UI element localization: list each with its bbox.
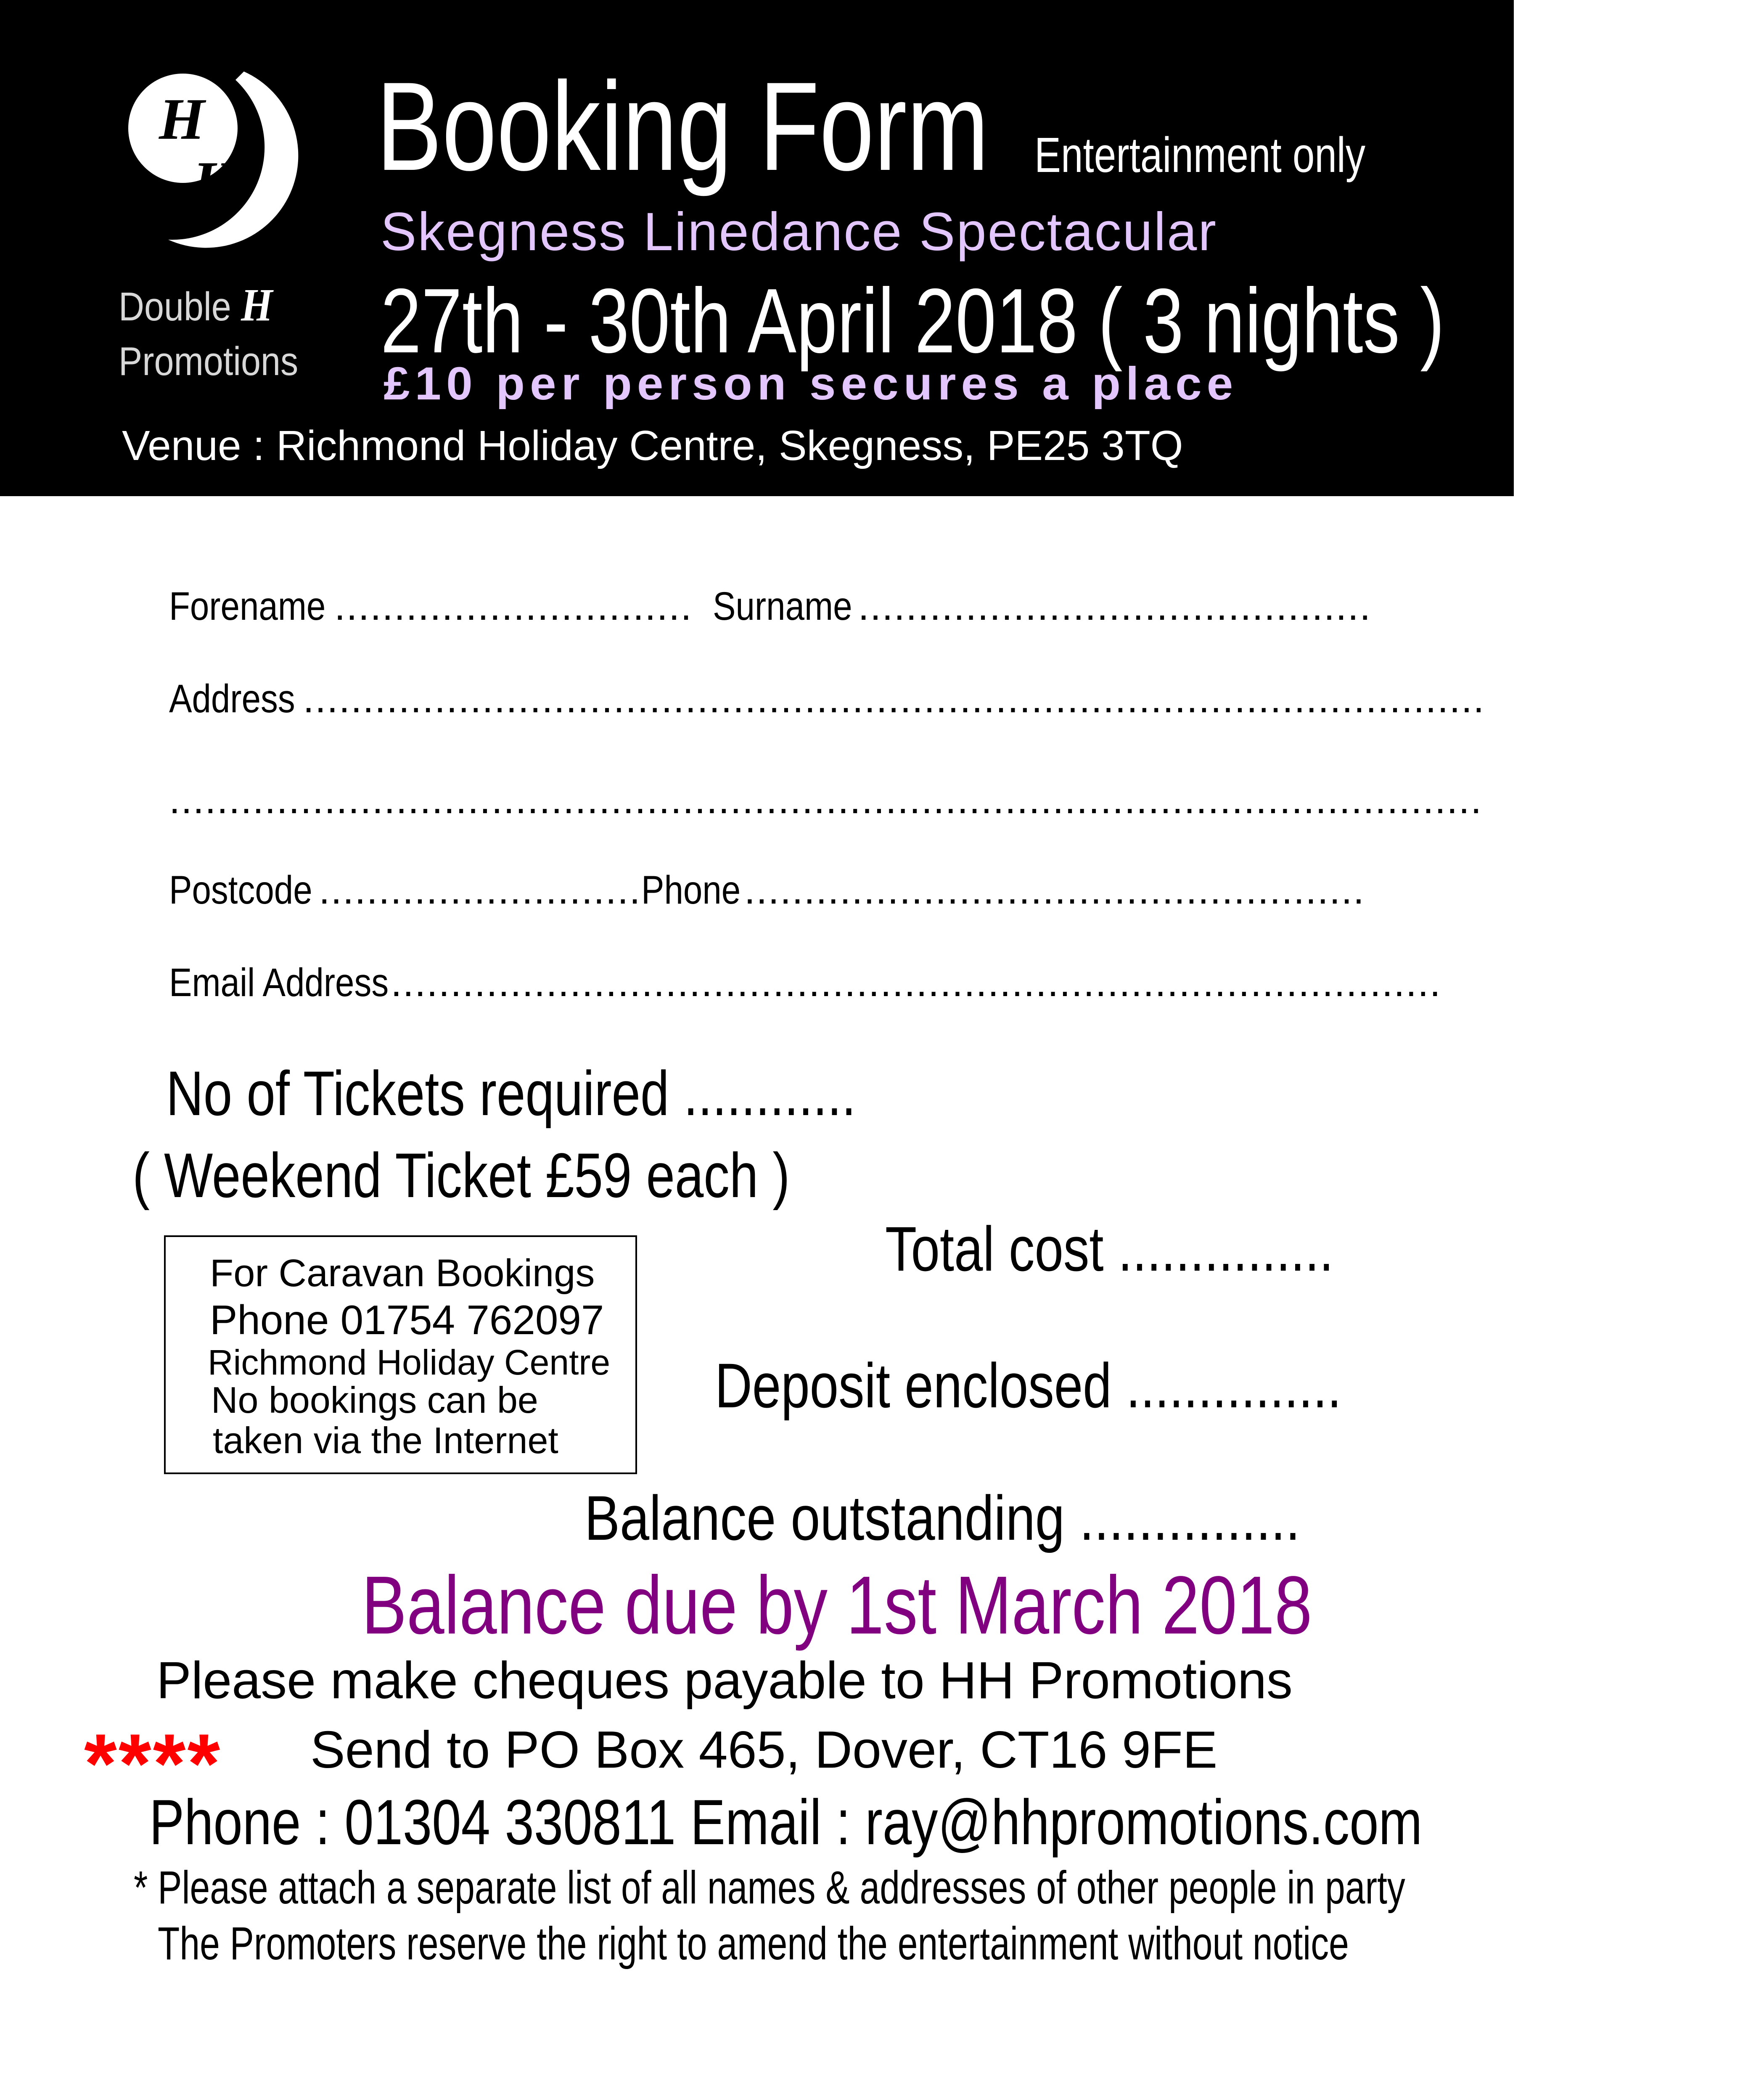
deposit-notice: £10 per person secures a place: [383, 358, 1238, 410]
surname-field[interactable]: [713, 584, 1372, 629]
email-dots: ........................................................................................: [391, 960, 1441, 1005]
address-dots: ...................................................................................................: [303, 677, 1485, 721]
venue-line: Venue : Richmond Holiday Centre, Skegness, PE25 3TQ: [122, 422, 1183, 469]
postcode-dots: ...........................: [319, 868, 641, 912]
promoter-rights-note: The Promoters reserve the right to amend the entertainment without notice: [158, 1918, 1349, 1969]
caravan-line4: No bookings can be: [211, 1379, 538, 1421]
balance-outstanding-dots: ...............: [1079, 1483, 1300, 1553]
address-label: Address: [169, 677, 295, 721]
caravan-line5: taken via the Internet: [213, 1420, 558, 1461]
forename-label: Forename: [169, 584, 326, 629]
surname-dots: ...........................................: [858, 584, 1372, 629]
postcode-field[interactable]: [169, 870, 641, 910]
caravan-phone: Phone 01754 762097: [210, 1297, 604, 1343]
email-label: Email Address: [169, 960, 389, 1005]
event-dates: 27th - 30th April 2018 ( 3 nights ): [381, 270, 1445, 372]
svg-text:H: H: [193, 150, 238, 215]
tickets-required-dots: ............: [683, 1058, 856, 1129]
total-cost-dots: ...............: [1118, 1213, 1334, 1284]
tickets-required-label: No of Tickets required: [166, 1058, 669, 1129]
phone-label: Phone: [641, 868, 741, 912]
address-field[interactable]: [169, 677, 1485, 721]
forename-dots: ..............................: [334, 584, 693, 629]
logo-double-text: Double: [119, 284, 231, 329]
caravan-line3: Richmond Holiday Centre: [208, 1343, 611, 1382]
attention-stars: ****: [84, 1717, 222, 1811]
cheques-payable-line: Please make cheques payable to HH Promotions: [156, 1652, 1293, 1710]
deposit-enclosed-label: Deposit enclosed: [715, 1350, 1112, 1421]
caravan-bookings-box: [164, 1235, 637, 1474]
page-title: Booking Form: [376, 56, 989, 197]
deposit-enclosed-field[interactable]: [715, 1350, 1479, 1421]
hh-logo-icon: [109, 55, 311, 256]
logo-caption-line1: [119, 279, 294, 330]
party-list-note: * Please attach a separate list of all names & addresses of other people in party: [134, 1862, 1405, 1914]
title-note: Entertainment only: [1034, 127, 1366, 183]
phone-dots: ....................................................: [744, 868, 1365, 912]
balance-outstanding-label: Balance outstanding: [584, 1483, 1065, 1553]
phone-field[interactable]: [641, 868, 1365, 912]
forename-field[interactable]: [169, 584, 693, 629]
total-cost-field[interactable]: [885, 1213, 1432, 1284]
caravan-line1: For Caravan Bookings: [210, 1252, 595, 1295]
balance-due-notice: Balance due by 1st March 2018: [362, 1559, 1312, 1651]
postcode-label: Postcode: [169, 868, 312, 912]
address-line2-field[interactable]: [169, 777, 1483, 822]
tickets-required-field[interactable]: [166, 1058, 1008, 1129]
logo-h-mark: H: [241, 279, 273, 330]
address-line2-dots: ..............................................................................................................: [169, 777, 1483, 822]
balance-outstanding-field[interactable]: [584, 1483, 1436, 1553]
ticket-price-note: ( Weekend Ticket £59 each ): [132, 1140, 790, 1211]
send-to-address: Send to PO Box 465, Dover, CT16 9FE: [310, 1721, 1218, 1779]
event-name: Skegness Linedance Spectacular: [381, 202, 1217, 262]
contact-line: Phone : 01304 330811 Email : ray@hhpromotions.com: [149, 1787, 1423, 1858]
surname-label: Surname: [713, 584, 852, 629]
logo-caption-line2: Promotions: [119, 339, 299, 384]
total-cost-label: Total cost: [885, 1213, 1104, 1284]
svg-text:H: H: [159, 87, 205, 152]
deposit-enclosed-dots: ...............: [1126, 1350, 1342, 1421]
email-field[interactable]: [169, 960, 1441, 1005]
